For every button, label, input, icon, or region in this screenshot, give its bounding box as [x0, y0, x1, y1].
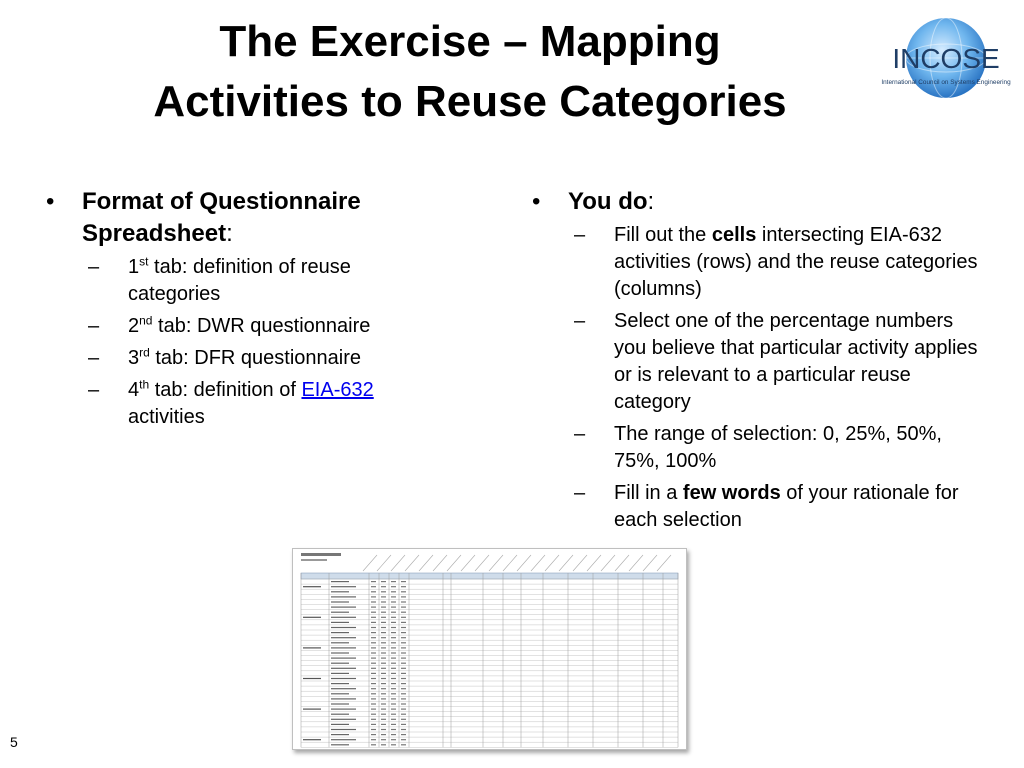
right-bullet-colon: :: [647, 188, 655, 215]
list-item: [574, 421, 988, 475]
right-column: [528, 186, 988, 539]
item-ordinal: st: [139, 254, 149, 269]
item-text: Fill in a: [614, 482, 683, 504]
logo-text: INCOSE: [892, 43, 1000, 74]
item-num: 3: [128, 347, 140, 369]
questionnaire-spreadsheet-thumbnail: [292, 548, 687, 750]
item-text-after: intersecting EIA-632 activities (rows) and the reuse categories (columns): [614, 224, 978, 300]
dash: –: [574, 482, 586, 504]
item-ordinal: th: [139, 377, 150, 392]
dash: –: [574, 224, 586, 246]
right-bullet-heading: You do: [568, 188, 648, 215]
item-num: 1: [128, 256, 140, 278]
title-line-1: The Exercise – Mapping: [219, 17, 721, 66]
bullet-dot: •: [46, 188, 55, 215]
incose-logo: [878, 14, 1018, 114]
item-bold: cells: [711, 224, 757, 246]
item-text-after: of your rationale for each selection: [614, 482, 959, 531]
dash: –: [88, 315, 100, 337]
item-num: 2: [128, 315, 140, 337]
item-text: Fill out the: [614, 224, 712, 246]
eia-632-link[interactable]: EIA-632: [301, 379, 374, 401]
left-bullet: [42, 186, 442, 250]
item-num: 4: [128, 379, 140, 401]
left-sublist: [42, 254, 442, 431]
item-text: tab: DWR questionnaire: [152, 315, 371, 337]
dash: –: [88, 256, 100, 278]
item-ordinal: rd: [139, 345, 150, 360]
dash: –: [574, 310, 586, 332]
right-bullet: [528, 186, 988, 218]
list-item: [88, 254, 442, 308]
slide-title: [20, 12, 920, 132]
spreadsheet-image: [293, 549, 686, 749]
list-item: [88, 313, 442, 340]
list-item: [88, 345, 442, 372]
page-number: 5: [10, 734, 18, 750]
item-text: tab: DFR questionnaire: [149, 347, 362, 369]
item-bold: few words: [682, 482, 781, 504]
dash: –: [88, 379, 100, 401]
title-line-2: Activities to Reuse Categories: [153, 77, 787, 126]
dash: –: [88, 347, 100, 369]
item-text: tab: definition of: [149, 379, 302, 401]
list-item: [574, 480, 988, 534]
left-bullet-colon: :: [226, 220, 233, 247]
item-text-after: activities: [128, 406, 205, 428]
list-item: [88, 377, 442, 431]
left-bullet-heading: Format of Questionnaire Spreadsheet: [82, 188, 361, 247]
left-column: [42, 186, 442, 436]
logo-subtitle: International Council on Systems Engineering: [881, 79, 1011, 86]
right-sublist: [528, 222, 988, 534]
item-text: Select one of the percentage numbers you believe that particular activity applies or is relevant to a particular reuse category: [614, 310, 978, 413]
dash: –: [574, 423, 586, 445]
list-item: [574, 308, 988, 416]
item-ordinal: nd: [139, 313, 153, 328]
list-item: [574, 222, 988, 303]
bullet-dot: •: [532, 188, 541, 215]
item-text: tab: definition of reuse categories: [128, 256, 351, 305]
item-text: The range of selection: 0, 25%, 50%, 75%, 100%: [614, 423, 942, 472]
